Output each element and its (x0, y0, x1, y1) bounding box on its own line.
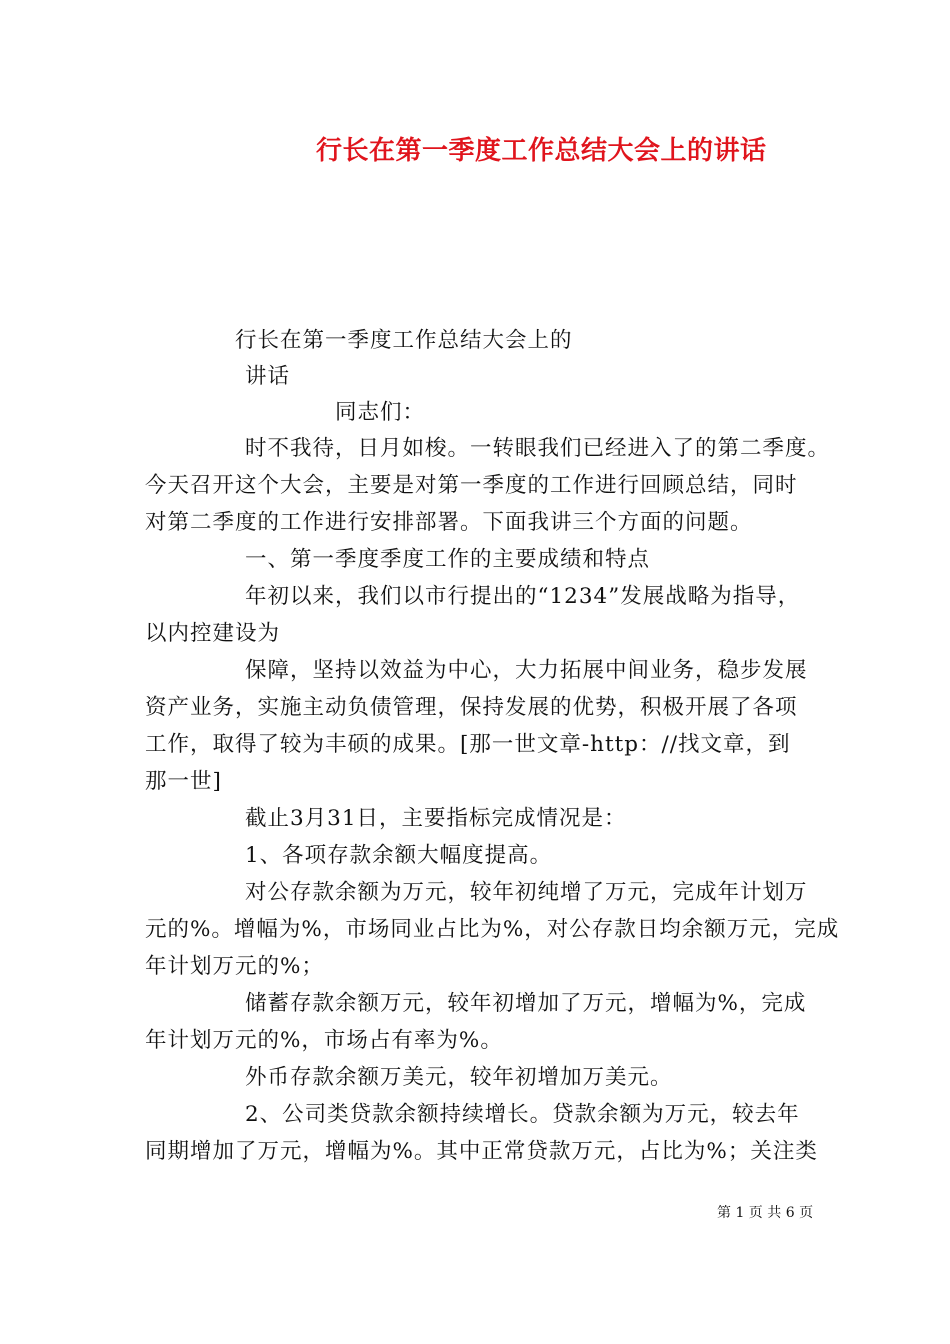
body-line: 同期增加了万元，增幅为%。其中正常贷款万元，占比为%；关注类 (145, 1139, 818, 1164)
body-line: 工作，取得了较为丰硕的成果。[那一世文章-http：//找文章，到 (145, 732, 791, 757)
body-line: 1、各项存款余额大幅度提高。 (245, 843, 553, 868)
body-line: 今天召开这个大会，主要是对第一季度的工作进行回顾总结，同时 (145, 473, 798, 498)
body-line: 对公存款余额为万元，较年初纯增了万元，完成年计划万 (245, 880, 808, 905)
body-line: 保障，坚持以效益为中心，大力拓展中间业务，稳步发展 (245, 658, 808, 683)
body-line: 年计划万元的%，市场占有率为%。 (145, 1028, 503, 1053)
body-line: 资产业务，实施主动负债管理，保持发展的优势，积极开展了各项 (145, 695, 798, 720)
page-number: 第 1 页 共 6 页 (717, 1205, 814, 1221)
body-line: 那一世] (145, 769, 222, 794)
subtitle-line-2: 讲话 (245, 364, 291, 389)
subtitle-line-1: 行长在第一季度工作总结大会上的 (235, 328, 573, 353)
document-title: 行长在第一季度工作总结大会上的讲话 (316, 136, 767, 166)
body-line: 对第二季度的工作进行安排部署。下面我讲三个方面的问题。 (145, 510, 753, 535)
body-line: 年初以来，我们以市行提出的“1234”发展战略为指导， (245, 584, 801, 609)
body-line: 储蓄存款余额万元，较年初增加了万元，增幅为%，完成 (245, 991, 807, 1016)
body-line: 截止3月31日，主要指标完成情况是： (245, 806, 627, 831)
body-line: 2、公司类贷款余额持续增长。贷款余额为万元，较去年 (245, 1102, 800, 1127)
body-line: 年计划万元的%； (145, 954, 324, 979)
salutation: 同志们： (335, 400, 426, 425)
body-line: 元的%。增幅为%，市场同业占比为%，对公存款日均余额万元，完成 (145, 917, 840, 942)
section-heading: 一、第一季度季度工作的主要成绩和特点 (245, 547, 651, 572)
body-line: 时不我待，日月如梭。一转眼我们已经进入了的第二季度。 (245, 436, 831, 461)
body-line: 以内控建设为 (145, 621, 281, 646)
body-line: 外币存款余额万美元，较年初增加万美元。 (245, 1065, 673, 1090)
